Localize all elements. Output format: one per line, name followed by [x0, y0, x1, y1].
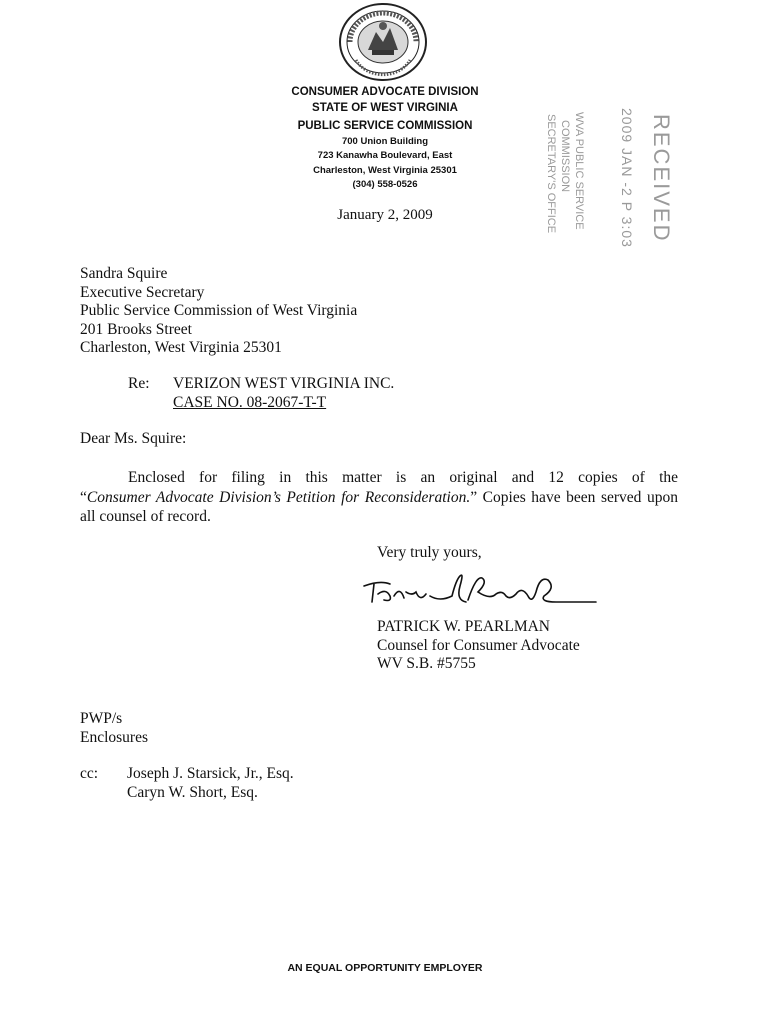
- recipient-city: Charleston, West Virginia 25301: [80, 339, 282, 356]
- re-label: Re:: [128, 375, 150, 392]
- state-seal: [338, 2, 428, 82]
- reference-initials: [80, 710, 148, 747]
- letterhead-city: Charleston, West Virginia 25301: [313, 165, 457, 176]
- body-quote-close: ”: [470, 488, 478, 506]
- body-line-1: Enclosed for filing in this matter is an original and 12 copies of the: [128, 469, 678, 486]
- letterhead-phone: (304) 558-0526: [352, 179, 418, 190]
- closing: Very truly yours,: [377, 544, 482, 561]
- stamp-received: RECEIVED: [649, 114, 674, 243]
- recipient-address: [80, 265, 357, 358]
- letterhead-commission: PUBLIC SERVICE COMMISSION: [297, 120, 473, 132]
- body-quote-open: “: [80, 488, 87, 506]
- recipient-street: 201 Brooks Street: [80, 320, 192, 338]
- body-line-2: Copies have been served upon all counsel of record.: [80, 488, 678, 525]
- signer-title: Counsel for Consumer Advocate: [377, 636, 580, 654]
- cc-list: [127, 765, 294, 802]
- received-stamp: [536, 102, 696, 262]
- salutation: Dear Ms. Squire:: [80, 430, 187, 447]
- handwritten-signature: [360, 566, 600, 614]
- typist-initials: PWP/s: [80, 710, 123, 727]
- letter-date: January 2, 2009: [337, 207, 433, 223]
- recipient-title: Executive Secretary: [80, 283, 205, 301]
- letterhead-division: CONSUMER ADVOCATE DIVISION: [291, 86, 479, 98]
- cc-label: cc:: [80, 765, 99, 782]
- body-paragraph: [80, 468, 678, 527]
- letterhead-street: 723 Kanawha Boulevard, East: [317, 150, 453, 161]
- stamp-office-3: SECRETARY'S OFFICE: [545, 114, 557, 234]
- signature-block: [377, 618, 580, 674]
- recipient-org: Public Service Commission of West Virginia: [80, 302, 358, 319]
- stamp-datetime: 2009 JAN -2 P 3:03: [619, 108, 635, 248]
- body-document-title: Consumer Advocate Division’s Petition for Reconsideration.: [86, 488, 471, 506]
- signer-bar-number: WV S.B. #5755: [377, 655, 476, 672]
- letterhead-state: STATE OF WEST VIRGINIA: [312, 102, 458, 114]
- stamp-office-1: WVA PUBLIC SERVICE: [573, 112, 585, 230]
- signer-name: PATRICK W. PEARLMAN: [377, 618, 550, 635]
- recipient-name: Sandra Squire: [80, 265, 168, 282]
- enclosures-note: Enclosures: [80, 728, 149, 746]
- footer-eoe: AN EQUAL OPPORTUNITY EMPLOYER: [287, 962, 483, 974]
- re-case-number: CASE NO. 08-2067-T-T: [173, 393, 327, 411]
- stamp-office-2: COMMISSION: [559, 120, 571, 193]
- letterhead-building: 700 Union Building: [341, 136, 429, 147]
- cc-recipient: Joseph J. Starsick, Jr., Esq.: [127, 765, 294, 782]
- re-line-1: VERIZON WEST VIRGINIA INC.: [173, 375, 395, 392]
- cc-recipient: Caryn W. Short, Esq.: [127, 783, 258, 801]
- re-subject: [173, 375, 394, 412]
